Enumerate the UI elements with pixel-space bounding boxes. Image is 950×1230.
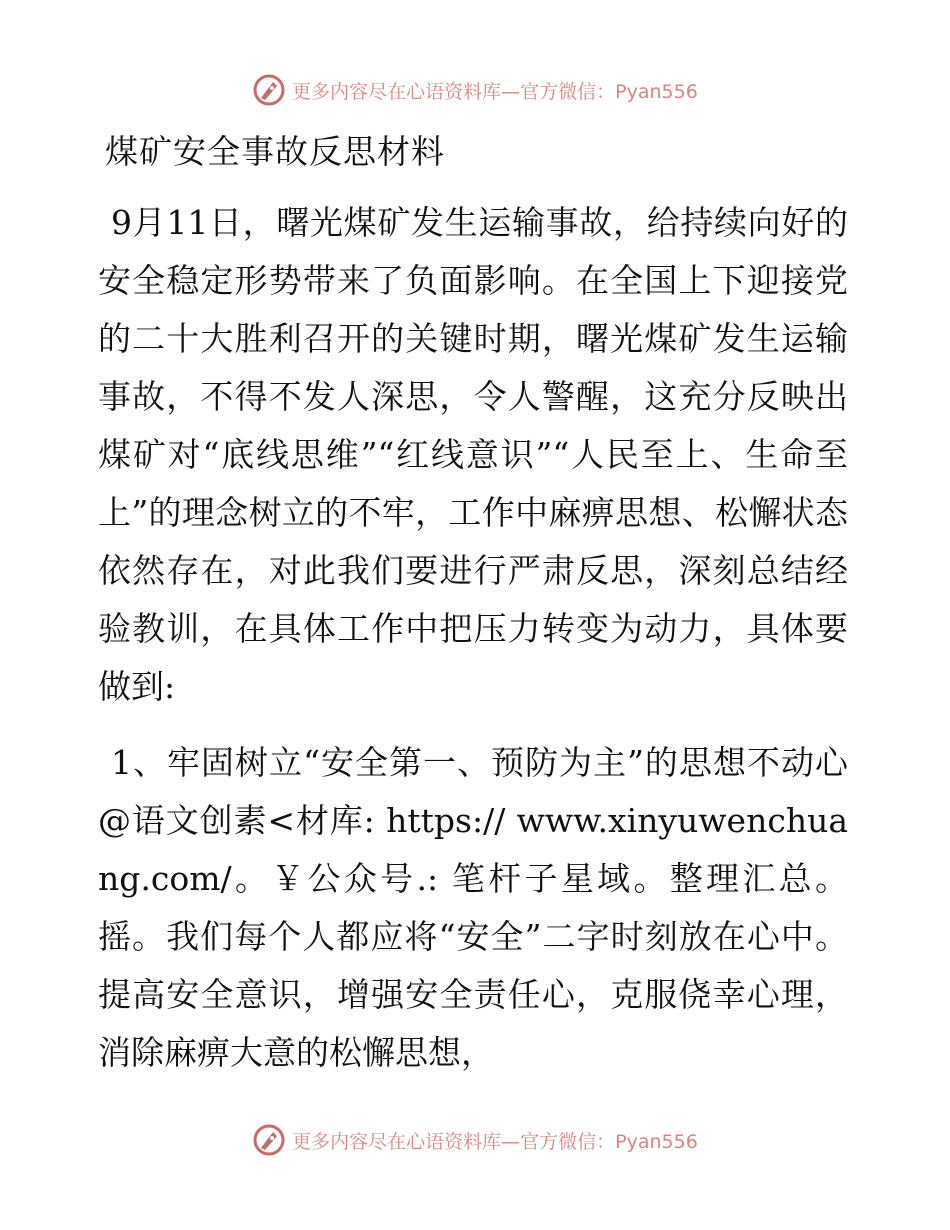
pen-nib-logo-icon	[252, 73, 286, 107]
footer-watermark-banner	[0, 1120, 950, 1160]
banner-text	[292, 77, 698, 104]
paragraph-point-1: 1、牢固树立“安全第一、预防为主”的思想不动心@语文创素<材库: https:// www.xinyuwenchuang.com/。￥公众号.: 笔杆子星域。整理汇总。摇。我们每个人都应将“安全”二字时刻放在心中。提高安全意识，增强安全责任心，克服侥幸心理，消除麻痹大意的松懈思想，	[98, 743, 848, 1072]
banner-text	[292, 1127, 698, 1154]
pen-nib-logo-icon	[252, 1123, 286, 1157]
banner-wechat-id: Pyan556	[615, 1130, 698, 1153]
document-title: 煤矿安全事故反思材料	[105, 132, 445, 171]
banner-wechat-id: Pyan556	[615, 80, 698, 103]
banner-main-text: 更多内容尽在心语资料库—官方微信：	[292, 1130, 616, 1153]
paragraph-intro: 9月11日，曙光煤矿发生运输事故，给持续向好的安全稳定形势带来了负面影响。在全国上下迎接党的二十大胜利召开的关键时期，曙光煤矿发生运输事故，不得不发人深思，令人警醒，这充分反映出煤矿对“底线思维”“红线意识”“人民至上、生命至上”的理念树立的不牢，工作中麻痹思想、松懈状态依然存在，对此我们要进行严肃反思，深刻总结经验教训，在具体工作中把压力转变为动力，具体要做到:	[98, 203, 848, 706]
header-watermark-banner	[0, 70, 950, 110]
banner-main-text: 更多内容尽在心语资料库—官方微信：	[292, 80, 616, 103]
